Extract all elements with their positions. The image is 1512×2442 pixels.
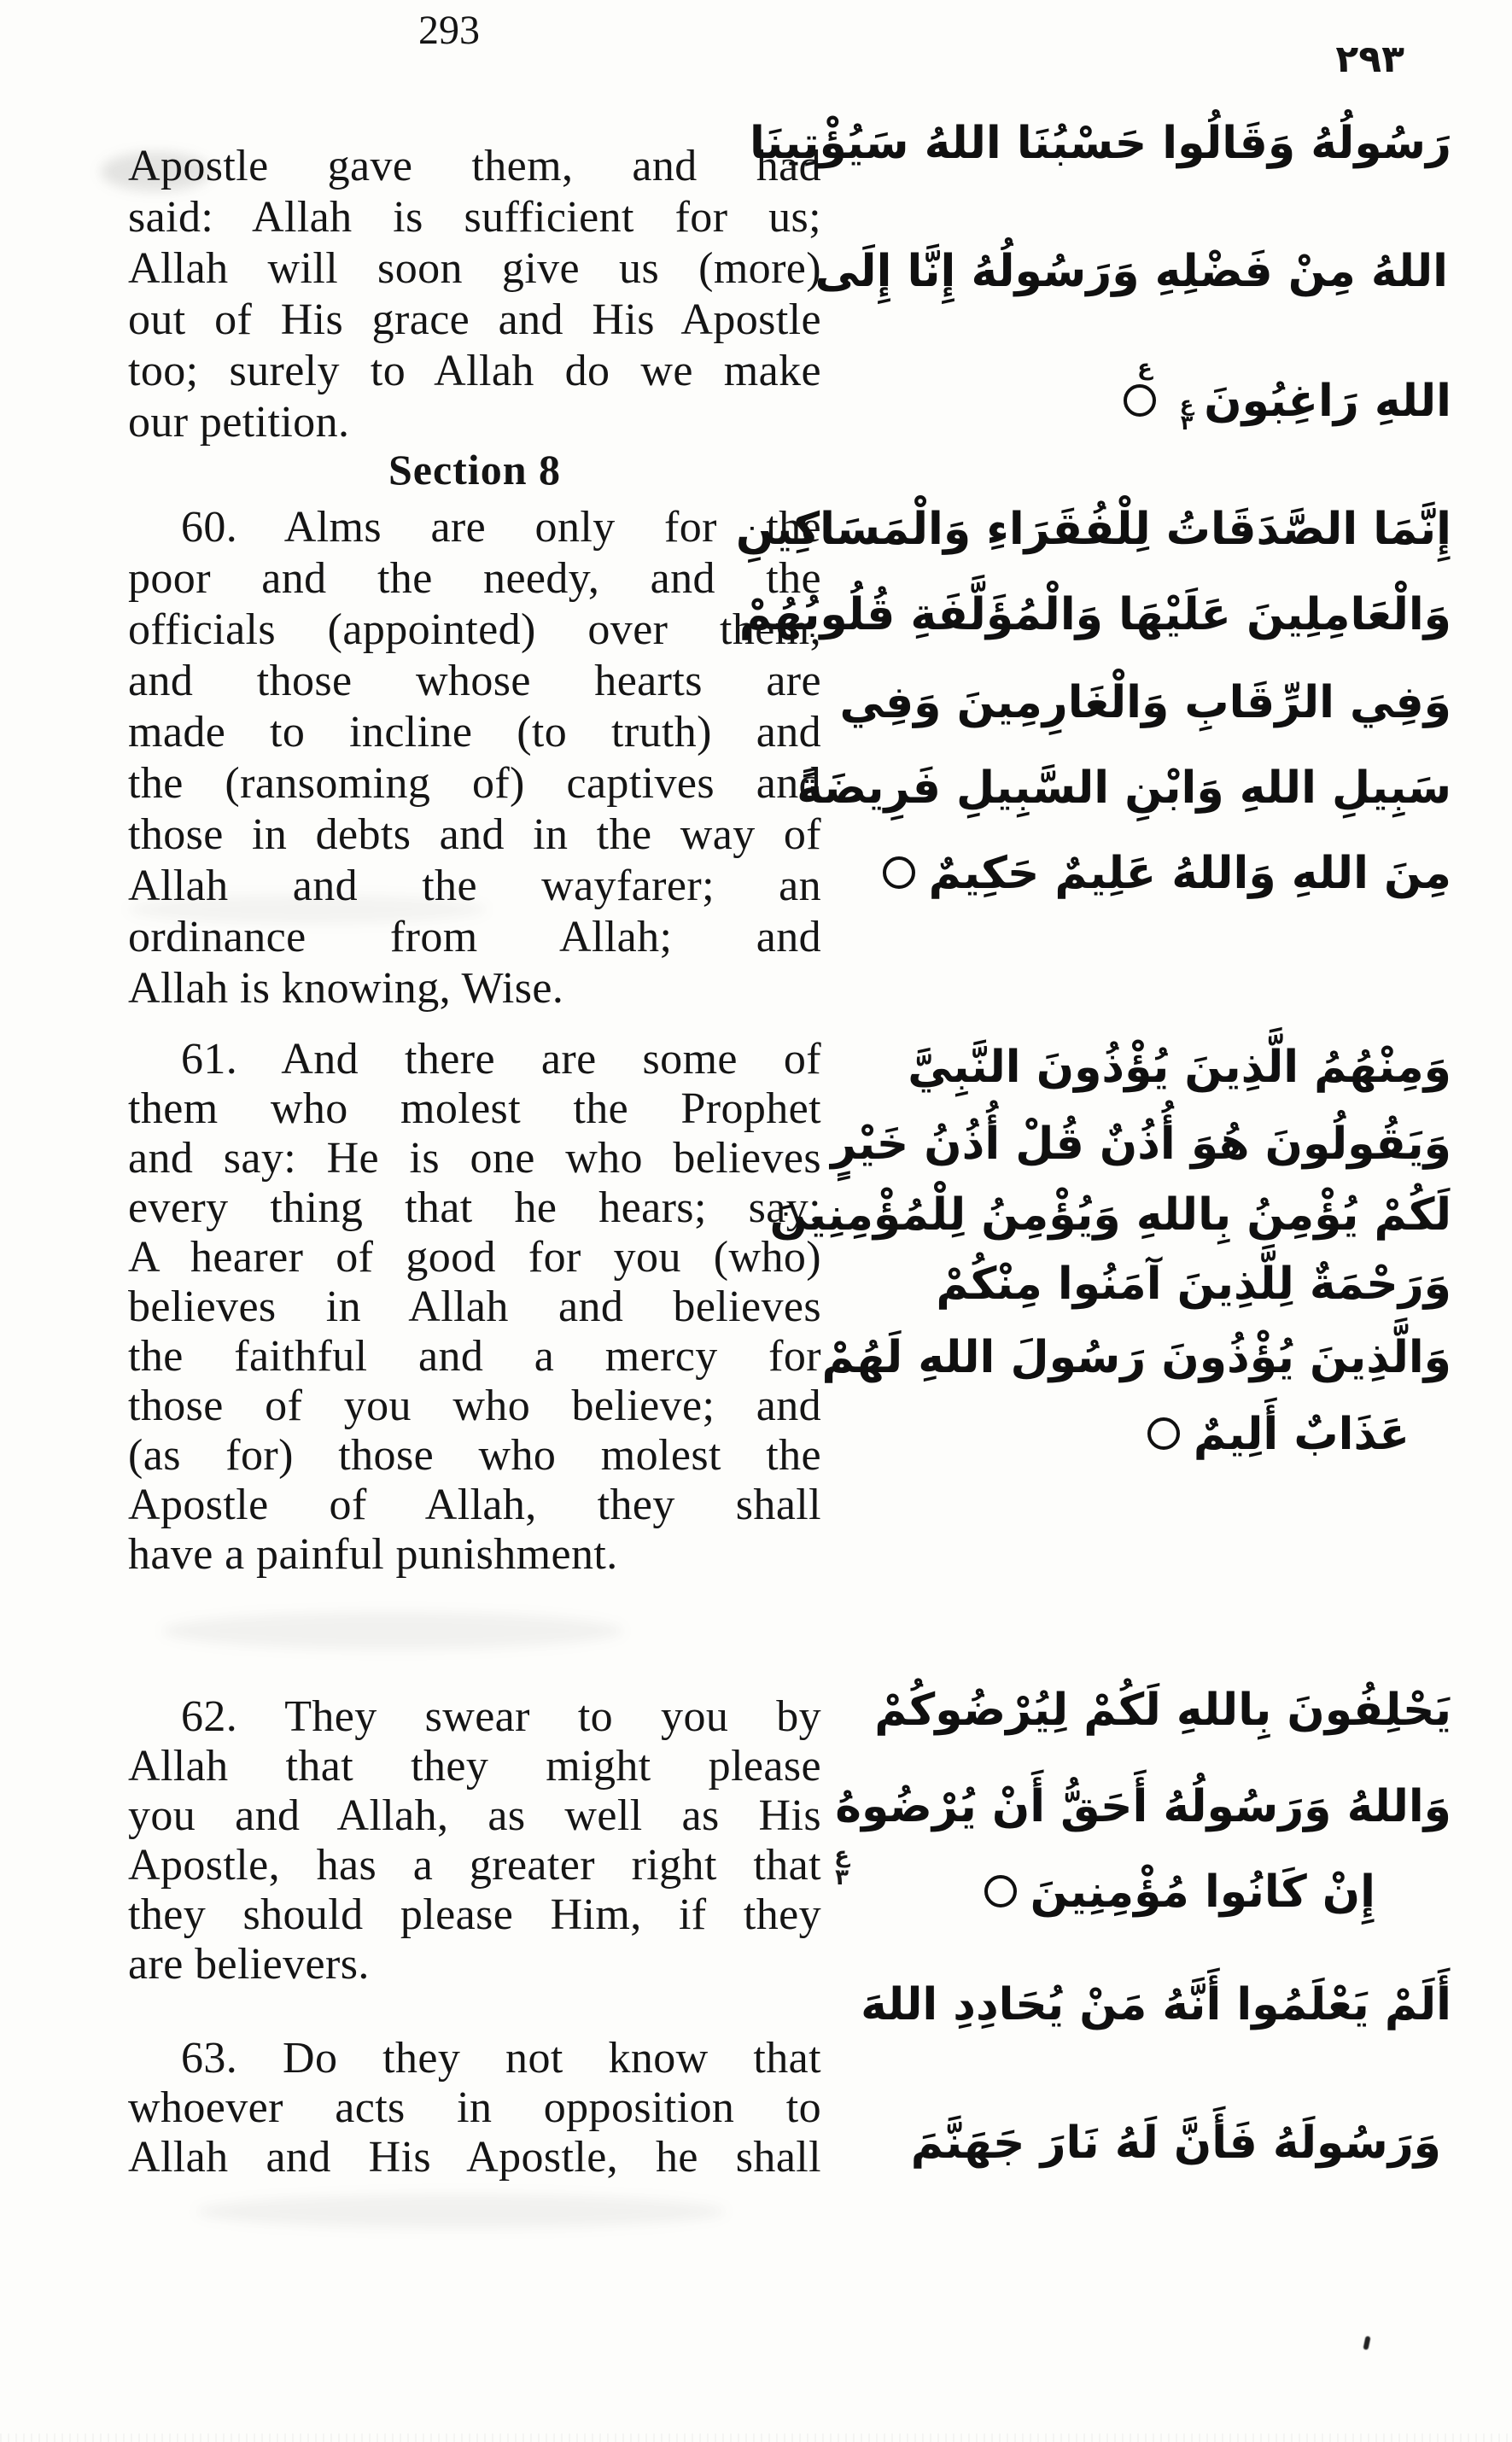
arabic-line (861, 1964, 1451, 2046)
scan-edge-noise (0, 2433, 1512, 2442)
arabic-line (908, 1026, 1451, 1108)
english-paragraph-63 (128, 2034, 821, 2182)
arabic-text: وَرَسُولَهُ فَأَنَّ لَهُ نَارَ جَهَنَّمَ (910, 2118, 1441, 2169)
arabic-line (911, 2102, 1441, 2184)
verse-end-circle (883, 856, 915, 889)
ruku-number: ٣ (835, 1865, 849, 1890)
arabic-text: وَيَقُولُونَ هُوَ أُذُنٌ قُلْ أُذُنُ خَيْرٍ (831, 1119, 1451, 1170)
text-line: 62. They swear to you by (181, 1692, 821, 1741)
arabic-line (840, 662, 1452, 744)
arabic-text: لَكُمْ يُؤْمِنُ بِاللهِ وَيُؤْمِنُ لِلْمُؤْمِنِينَ (769, 1189, 1451, 1241)
arabic-text: إِنَّمَا الصَّدَقَاتُ لِلْفُقَرَاءِ وَالْمَسَاكِينِ (735, 504, 1451, 555)
arabic-line (750, 102, 1451, 184)
arabic-text: سَبِيلِ اللهِ وَابْنِ السَّبِيلِ فَرِيضَةً (797, 762, 1451, 814)
verse-end-circle (1124, 355, 1156, 417)
arabic-line (822, 1317, 1452, 1399)
ruku-letter: ع (1179, 392, 1194, 416)
text-line: they should please Him, if they (128, 1890, 821, 1939)
arabic-text: وَالْعَامِلِينَ عَلَيْهَا وَالْمُؤَلَّفَةِ قُلُوبُهُمْ (738, 589, 1451, 640)
ruku-number: ٣ (1180, 411, 1194, 435)
verse-end-circle (984, 1875, 1017, 1907)
text-line: and say: He is one who believes (128, 1134, 821, 1183)
text-line: Allah and His Apostle, he shall (128, 2133, 821, 2182)
ruku-letter: ع (834, 1843, 849, 1868)
arabic-text: مِنَ اللهِ وَاللهُ عَلِيمٌ حَكِيمٌ (928, 848, 1451, 899)
text-line: those of you who believe; and (128, 1382, 821, 1430)
arabic-line (831, 1103, 1451, 1185)
text-line: officials (appointed) over them, (128, 605, 821, 654)
arabic-line (874, 1669, 1451, 1751)
arabic-text: وَالَّذِينَ يُؤْذُونَ رَسُولَ اللهِ لَهُمْ (821, 1332, 1451, 1383)
text-line: the faithful and a mercy for (128, 1332, 821, 1381)
english-paragraph-59 (128, 141, 821, 448)
text-line: have a painful punishment. (128, 1530, 618, 1579)
text-line: those in debts and in the way of (128, 810, 821, 859)
text-line: (as for) those who molest the (128, 1431, 821, 1480)
scan-smudge (196, 2194, 726, 2229)
english-paragraph-61 (128, 1035, 821, 1580)
text-line: poor and the needy, and the (128, 554, 821, 603)
ruku-ain-icon: ع (1137, 355, 1153, 381)
verse-end-circle (1147, 1417, 1180, 1450)
text-line: our petition. (128, 398, 350, 447)
margin-ruku-mark (834, 1844, 849, 1889)
text-line: are believers. (128, 1940, 370, 1989)
text-line: and those whose hearts are (128, 657, 821, 705)
text-line: Apostle, has a greater right that (128, 1841, 821, 1890)
scan-smudge (162, 1612, 623, 1650)
arabic-text: أَلَمْ يَعْلَمُوا أَنَّهُ مَنْ يُحَادِدِ اللهَ (861, 1979, 1451, 2030)
arabic-text: رَسُولُهُ وَقَالُوا حَسْبُنَا اللهُ سَيُؤْتِينَا (750, 118, 1451, 169)
page-number: 293 (418, 8, 480, 53)
arabic-text: عَذَابٌ أَلِيمٌ (1193, 1409, 1410, 1460)
arabic-text: إِنْ كَانُوا مُؤْمِنِينَ (1030, 1867, 1375, 1918)
text-line: made to incline (to truth) and (128, 708, 821, 757)
text-line: out of His grace and His Apostle (128, 295, 821, 344)
text-line: believes in Allah and believes (128, 1282, 821, 1331)
ruku-marker (1179, 392, 1194, 435)
text-line: the (ransoming of) captives and (128, 759, 821, 808)
text-line: Allah is knowing, Wise. (128, 964, 564, 1013)
english-paragraph-60 (128, 502, 821, 1014)
text-line: them who molest the Prophet (128, 1084, 821, 1133)
page-number-arabic: ٢٩٣ (1335, 38, 1404, 81)
arabic-text: اللهِ رَاغِبُونَ (1204, 376, 1451, 427)
text-line: you and Allah, as well as His (128, 1791, 821, 1840)
arabic-text: وَمِنْهُمُ الَّذِينَ يُؤْذُونَ النَّبِيَّ (908, 1042, 1451, 1093)
text-line: 61. And there are some of (181, 1035, 821, 1084)
arabic-line (797, 747, 1451, 829)
arabic-text: يَحْلِفُونَ بِاللهِ لَكُمْ لِيُرْضُوكُمْ (874, 1685, 1451, 1736)
arabic-line (981, 1851, 1375, 1933)
arabic-text: وَرَحْمَةٌ لِلَّذِينَ آمَنُوا مِنْكُمْ (936, 1259, 1451, 1310)
arabic-line (936, 1243, 1451, 1325)
text-line: every thing that he hears; say: (128, 1183, 821, 1232)
text-line: A hearer of good for you (who) (128, 1233, 821, 1282)
text-line: Allah that they might please (128, 1742, 821, 1791)
text-line: too; surely to Allah do we make (128, 347, 821, 395)
arabic-line (739, 574, 1451, 656)
arabic-line (814, 231, 1448, 313)
arabic-line (879, 832, 1451, 914)
text-line: Apostle of Allah, they shall (128, 1481, 821, 1529)
scan-speck (1363, 2336, 1370, 2351)
text-line: Allah will soon give us (more) (128, 244, 821, 293)
arabic-line (1144, 1393, 1410, 1475)
text-line: ordinance from Allah; and (128, 913, 821, 961)
arabic-line (1120, 355, 1451, 442)
text-line: Allah and the wayfarer; an (128, 862, 821, 910)
english-paragraph-62 (128, 1692, 821, 1989)
text-line: 60. Alms are only for the (181, 503, 821, 552)
text-line: said: Allah is sufficient for us; (128, 193, 821, 242)
section-heading: Section 8 (388, 446, 562, 494)
arabic-text: وَفِي الرِّقَابِ وَالْغَارِمِينَ وَفِي (839, 677, 1451, 728)
text-line: 63. Do they not know that (181, 2034, 821, 2083)
arabic-line (736, 488, 1451, 570)
text-line: whoever acts in opposition to (128, 2083, 821, 2132)
arabic-line (835, 1766, 1451, 1848)
arabic-text: وَاللهُ وَرَسُولُهُ أَحَقُّ أَنْ يُرْضُوهُ (835, 1781, 1451, 1832)
arabic-text: اللهُ مِنْ فَضْلِهِ وَرَسُولُهُ إِنَّا إِلَى (814, 246, 1448, 297)
text-line: Apostle gave them, and had (128, 142, 821, 190)
